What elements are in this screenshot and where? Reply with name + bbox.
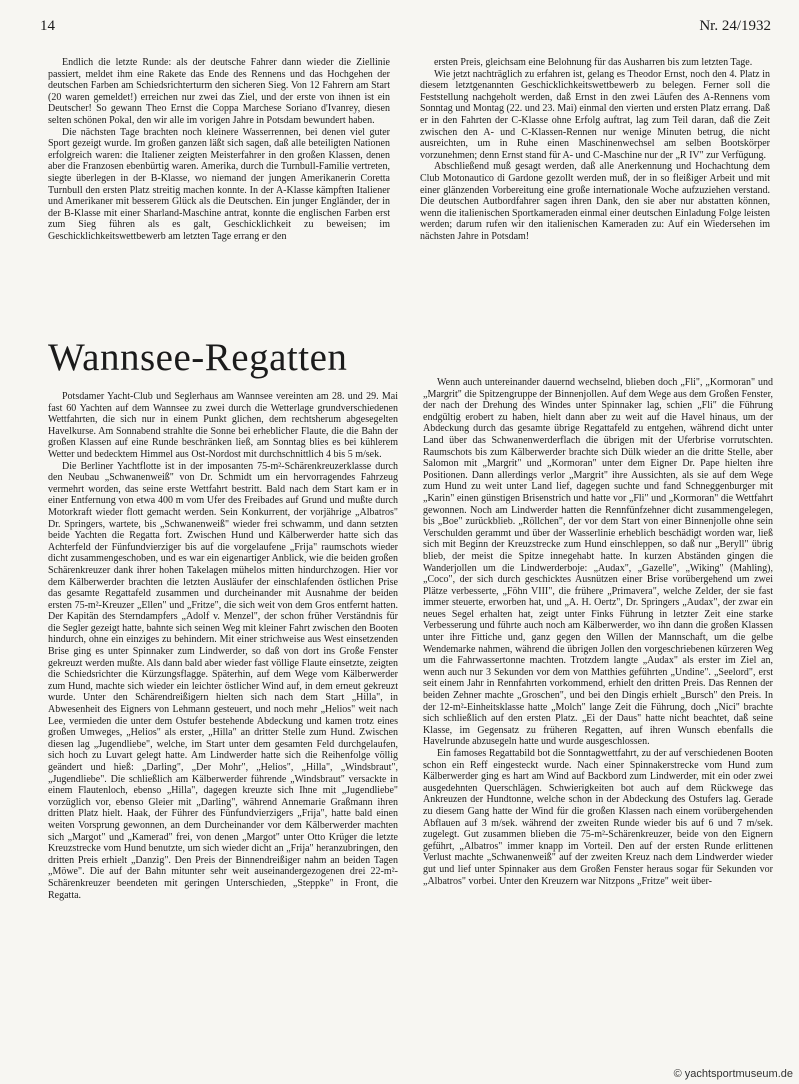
paragraph: Abschließend muß gesagt werden, daß alle Anerkennung und Hochachtung dem Club Motonautico di Gardone gezollt werden muß, der in so fleißiger Arbeit und mit einer glänzenden Vorbereitung eine große internationale Woche aufzuziehen verstand. Die deutschen Autbordfahrer sagen ihren Dank, den sie aber nur abstatten können, wenn die italienischen Sportkameraden einmal einer deutschen Einladung Folge leisten werden; darum rufen wir den italienischen Kameraden zu: Auf ein Wiedersehen im nächsten Jahre in Potsdam! — [420, 161, 770, 242]
paragraph: Potsdamer Yacht-Club und Seglerhaus am Wannsee vereinten am 28. und 29. Mai fast 60 Yachten auf dem Wannsee zu zwei durch die Wetterlage grundverschiedenen Wettfahrten, die sich nur in einem Punkt glichen, dem rechtsherum abgesegelten Havelkurse. Am Sonnabend strahlte die Sonne bei erheblicher Flaute, die die Bahn der großen Klassen auf eine Runde beschränken ließ, am Sonntag blies es bei kühlerem Wetter und bedecktem Himmel aus Ost-Nordost mit durchschnittlich 4 bis 5 m/sek. — [48, 391, 398, 460]
paragraph: Die nächsten Tage brachten noch kleinere Wasserrennen, bei denen viel guter Sport gezeigt wurde. Im großen ganzen läßt sich sagen, daß alle beteiligten Nationen erfolgreich waren: die Italiener zeigten Meisterfahrer in den großen Klassen, denen aber die Franzosen ebenbürtig waren. Amerika, durch die Turnbull-Familie vertreten, siegte überlegen in der B-Klasse, wo niemand der jungen Amerikanerin Coretta Turnbull den ersten Platz streitig machen konnte. In der A-Klasse kämpften Italiener und Amerikaner mit besserem Glück als die Deutschen. Ein junger Engländer, der in der B-Klasse mit einer Sharland-Maschine antrat, konnte die englischen Farben erst zum Sieg führen als es galt, Geschicklichkeit zu beweisen; im Geschicklichkeitswettbewerb am letzten Tage errang er den — [48, 126, 390, 242]
copyright-watermark: © yachtsportmuseum.de — [673, 1068, 793, 1080]
regatta-article-left — [48, 391, 398, 1071]
paragraph: ersten Preis, gleichsam eine Belohnung für das Ausharren bis zum letzten Tage. — [434, 57, 753, 68]
paragraph: Wenn auch untereinander dauernd wechselnd, blieben doch „Fli", „Kormoran" und „Margrit" die Spitzengruppe der Binnenjollen. Auf dem Wege aus dem Großen Fenster, der nach der Drehung des Windes unter Spinnaker lag, schien „Fli" die Führung endgültig erobert zu haben, hielt dann aber zu weit auf die Havel hinaus, um der Abdeckung durch das gesamte übrige Regattafeld zu entgehen, während dicht unter Land über das Schwanenwerderflach die übrigen mit der Uferbrise vorrutschten. Raumschots bis zum Kälberwerder brachte sich Dülk wieder an die dritte Stelle, aber Salomon mit „Margrit" und „Kormoran" unter dem Eigner Dr. Pape hielten ihre Positionen. Dann allerdings verlor „Margrit" ihre Aussichten, als sie auf dem Wege zum Hund zu weit unter Land lief, dagegen suchte und fand Schneggenburger mit „Karin" einen günstigen Brisenstrich und hatte vor „Fli" und „Kormoran" die Wettfahrt gewonnen. Noch am Lindwerder hatten die Rennfünfzehner dicht zusammengelegen, bis „Boe" zurückblieb. „Röllchen", der vor dem Start von einer Binnenjolle ohne sein Verschulden gerammt und über der Wasserlinie erheblich beschädigt worden war, ließ sich mit Beginn der Kreuzstrecke zum Hund einschleppen, so daß nur „Beryll" übrig blieb, der meist die Spitze innegehabt hatte. In kurzen Abständen gingen die Wanderjollen um die Lindwerderboje: „Audax", „Gazelle", „Wiking" (Mahling), „Coco", der sich durch geschicktes Ausnützen einer Brise vorübergehend um zwei Plätze verbesserte, „Föhn VIII", die frühere „Primavera", welche Zelder, der sie fast immer steuerte, erworben hat, und „A. H. Oertz", Dr. Springers „Audax", der zwar ein neues Segel erhalten hat, zeigt unter Finks Führung in letzter Zeit eine starke Verbesserung und führte auch noch am Kälberwerder, wo ihn dann die großen Klassen unter ihre Fittiche und, ganz gegen den Willen der Mannschaft, um die gelbe Wendemarke nahmen, während die übrigen Jollen den vorgeschriebenen kürzeren Weg um die Fahrwassertonne machten. Trotzdem langte „Audax" als erster im Ziel an, wenn auch nur 3 Sekunden vor dem von Matthies geführten „Undine". „Seelord", erst seit einem Jahr in Rennfahrten vorkommend, erhielt den dritten Preis. Das Rennen der beiden Zehner machte „Groschen", und bei den Dingis erhielt „Bursch" den Preis. In der 12-m²-Einheitsklasse hatte „Molch" lange Zeit die Führung, doch „Nici" brachte sich schließlich auf den ersten Platz. „Ei der Daus" hatte nicht beachtet, daß seine Klasse, im Gegensatz zu früheren Regatten, auf ihren Wunsch ebenfalls die Havelrunde abzusegeln hatte und wurde ausgeschlossen. — [423, 377, 773, 748]
paragraph: Endlich die letzte Runde: als der deutsche Fahrer dann wieder die Ziellinie passiert, meldet ihm eine Rakete das Ende des Rennens und das Hochgehen der deutschen Farben am Schiedsrichterturm den sicheren Sieg. Von 12 Fahrern am Start (20 waren gemeldet!) erreichen nur zwei das Ziel, und der erste von ihnen ist ein Deutscher! So gewann Theo Ernst die Coppa Marchese Soriano d'Ivanrey, diesen selten schönen Pokal, den wir alle im vorigen Jahre in Potsdam bewundert haben. — [48, 57, 390, 126]
page-number: 14 — [40, 18, 55, 34]
page-header — [40, 18, 771, 40]
regatta-article-right — [423, 377, 773, 1071]
paragraph: Wie jetzt nachträglich zu erfahren ist, gelang es Theodor Ernst, noch den 4. Platz in diesem letztgenannten Geschicklichkeitswettbewerb zu belegen. Ferner soll die Feststellung nachgeholt werden, daß Ernst in den zwei Läufen des A-Rennens vom Sonntag und Montag (22. und 23. Mai) einmal den vierten und ersten Platz errang. Daß er in den Fahrten der C-Klasse ohne Erfolg auftrat, lag zum Teil daran, daß die Zeit zwischen den A- und C-Klassen-Rennen nur wenige Minuten betrug, die nicht ausreichten, um in Ruhe einen Maschinenwechsel am selben Bootskörper vorzunehmen; denn Ernst stand für A- und C-Maschine nur der „R IV" zur Verfügung. — [420, 68, 770, 161]
article-continuation-right — [420, 57, 770, 319]
paragraph: Die Berliner Yachtflotte ist in der imposanten 75-m²-Schärenkreuzerklasse durch den Neubau „Schwanenweiß" von Dr. Schmidt um ein hervorragendes Fahrzeug vermehrt worden, das seine erste Wettfahrt bestritt. Bald nach dem Start kam er in einer Entfernung von etwa 400 m vom Ufer des Freibades auf Grund und mußte durch Motorkraft wieder flott gemacht werden. Sein Konkurrent, der vorjährige „Albatros" Dr. Springers, wartete, bis „Schwanenweiß" wieder frei schwamm, und dann setzten beide Yachten die Regatta fort. Zwischen Hund und Kälberwerder hatte sich das Achterfeld der Fünfundvierziger bis auf die vorgelaufene „Frija" raumschots wieder dicht zusammengeschoben, und es war ein eigenartiger Anblick, wie die beiden großen Schärenkreuzer dank ihrer hohen Takelagen mühelos mitten hindurchzogen. Hier vor dem Kälberwerder brachten die letzten Ausläufer der einschlafenden östlichen Prise das gesamte Regattafeld zusammen und durcheinander mit Ausnahme der beiden ersten 75-m²-Kreuzer „Ellen" und „Fritze", die sich weit von dem Gros entfernt hatten. Der Kapitän des Sterndampfers „Adolf v. Menzel", der schon früher Verständnis für die Segler gezeigt hatte, bahnte sich seinen Weg mit kleiner Fahrt zwischen den Booten hindurch, ohne ein einziges zu behindern. Mit einer strichweise aus West einsetzenden Brise ging es unter Spinnaker zum Lindwerder, so daß von dort ins Große Fenster gekreuzt werden mußte. Als dann bald aber wieder fast völlige Flaute einsetzte, zeigten die Schiedsrichter die Kürzungsflagge. Späterhin, auf dem Wege vom Kälberwerder zum Hund, machte sich wieder ein leichter östlicher Wind auf, in dem erneut gekreuzt wurde. Unter den Schärendreißigern hielten sich nach dem Start „Hilla", in Abwesenheit des Eigners von Lehmann gesteuert, und noch mehr „Helios" weit nach Lee, vermieden die unter dem Ostufer bestehende Abdeckung und kamen trotz eines großen Umweges, „Helios" als erster, „Hilla" an dritter Stelle zum Hund. Zwischen diesen lag „Jugendliebe", welche, im Start unter dem gesamten Feld durchgelaufen, sich hoch zu Luvart gelegt hatte. Am Lindwerder hatte sich die Reihenfolge völlig geändert und hieß: „Darling", „Der Mohr", „Helios", „Hilla", „Windsbraut", „Jugendliebe". Die schließlich am Kälberwerder führende „Windsbraut" versackte in einem Flautenloch, ebenso „Hilla", dagegen kreuzte sich Ihne mit „Jugendliebe" vorzüglich vor, ebenso Gleier mit „Darling", während Annemarie Graßmann ihren dritten Platz hielt. Haak, der Führer des Fünfundvierzigers „Frija", hatte bald einen weiten Vorsprung gewonnen, an dem Durcheinander vor dem Kälberwerder machten sich „Margot" und „Kamerad" frei, von denen „Margot" unter Otto Krüger die letzte Kreuzstrecke vom Hund benutzte, um sich wieder dicht an „Frija" heranzubringen, den dritten Preis erhielt „Danzig". Den Preis der Binnendreißiger nahm an beiden Tagen „Möwe". Die auf der Bahn mitunter sehr weit auseinandergezogenen drei 22-m²-Schärenkreuzer beendeten mit geringen Unterschieden, „Steppke" in Front, die Regatta. — [48, 460, 398, 901]
paragraph: Ein famoses Regattabild bot die Sonntagwettfahrt, zu der auf verschiedenen Booten schon ein Reff eingesteckt wurde. Nach einer Spinnakerstrecke vom Hund zum Kälberwerder ging es hart am Wind auf Backbord zum Lindwerder, mit ein oder zwei ausgedehnten Querschlägen. Schwierigkeiten bot auch auf dem Rückwege das Ankreuzen der Hundtonne, welche schon in der Abdeckung des Ostufers lag. Gerade zu diesem Gang hatte der Wind für die großen Klassen nach einem vorübergehenden Abflauen auf 3 m/sek. während der zweiten Runde wieder bis auf 6 und 7 m/sek. zugelegt. Gut zusammen blieben die 75-m²-Schärenkreuzer, beide von den Eignern geführt, „Albatros" immer knapp im Vorteil. Den auf der ersten Runde erlittenen Verlust machte „Schwanenweiß" auf der zweiten Kreuz nach dem Lindwerder wieder gut und lief unter Spinnaker aus dem Großen Fenster heraus sogar für Sekunden vor „Albatros" vorbei. Unter den Kreuzern war Nitzpons „Fritze" weit über- — [423, 748, 773, 887]
article-continuation-left — [48, 57, 390, 319]
issue-number: Nr. 24/1932 — [699, 18, 771, 34]
article-title: Wannsee-Regatten — [48, 336, 348, 379]
